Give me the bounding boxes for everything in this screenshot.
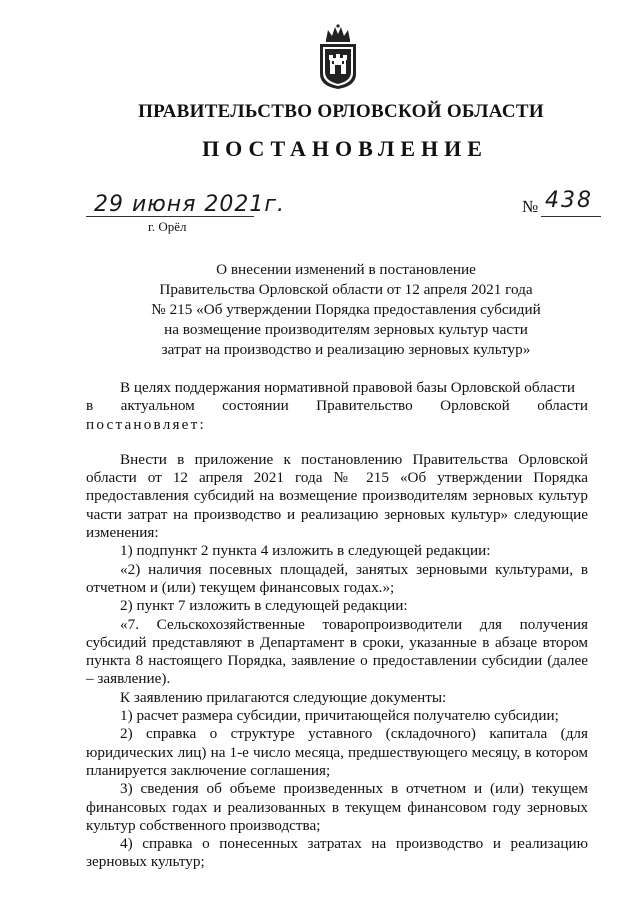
main-paragraph: Внести в приложение к постановлению Правительства Орловской области от 12 апреля 2021 года № 215 «Об утверждении Порядка предоставления субсидий на возмещение производителям зерновых культур части затрат на производство и реализацию зерновых культур» следующие изменения: — [86, 450, 588, 542]
date-underline — [86, 216, 254, 217]
subject-line: О внесении изменений в постановление — [216, 261, 476, 278]
attachment-item: 1) расчет размера субсидии, причитающейся получателю субсидии; — [120, 707, 559, 725]
handwritten-date: 29 июня 2021г. — [94, 192, 285, 217]
subject-line: Правительства Орловской области от 12 апреля 2021 года — [159, 281, 533, 298]
attachment-item: 2) справка о структуре уставного (складочного) капитала (для юридических лиц) на 1-е число месяца, предшествующего месяцу, в котором планируется заключение соглашения; — [86, 725, 588, 779]
document-subject — [96, 260, 596, 360]
attachments-intro: К заявлению прилагаются следующие документы: — [120, 688, 447, 706]
preamble-line: в актуальном состоянии Правительство Орловской области — [86, 397, 588, 415]
handwritten-number: 438 — [545, 188, 593, 213]
city-label: г. Орёл — [148, 219, 187, 234]
attachment-item: 4) справка о понесенных затратах на производство и реализацию зерновых культур; — [86, 835, 588, 871]
amendment-quote: «7. Сельскохозяйственные товаропроизводители для получения субсидий представляют в Департамент в сроки, указанные в абзаце втором пункта 8 настоящего Порядка, заявление о предоставлении субсидии (далее – заявление). — [86, 615, 588, 688]
subject-line: на возмещение производителям зерновых культур части — [164, 321, 528, 338]
document-type-title: ПОСТАНОВЛЕНИЕ — [202, 136, 488, 161]
document-body — [86, 379, 588, 872]
number-label: № — [522, 197, 539, 216]
subject-line: затрат на производство и реализацию зерновых культур» — [161, 341, 531, 358]
amendment-item: 1) подпункт 2 пункта 4 изложить в следующей редакции: — [120, 542, 491, 560]
number-underline — [541, 216, 601, 217]
attachment-item: 3) сведения об объеме произведенных в отчетном и (или) текущем финансовых годах и реализованных в текущем финансовом году зерновых культур собственного производства; — [86, 780, 588, 834]
preamble-resolves: постановляет: — [86, 415, 206, 433]
organization-title: ПРАВИТЕЛЬСТВО ОРЛОВСКОЙ ОБЛАСТИ — [138, 101, 544, 122]
subject-line: № 215 «Об утверждении Порядка предоставления субсидий — [151, 301, 541, 318]
coat-of-arms-icon — [318, 24, 358, 90]
amendment-quote: «2) наличия посевных площадей, занятых зерновыми культурами, в отчетном и (или) текущем финансовых годах.»; — [86, 560, 588, 596]
preamble-line: В целях поддержания нормативной правовой базы Орловской области — [120, 379, 576, 396]
amendment-item: 2) пункт 7 изложить в следующей редакции: — [120, 597, 408, 615]
